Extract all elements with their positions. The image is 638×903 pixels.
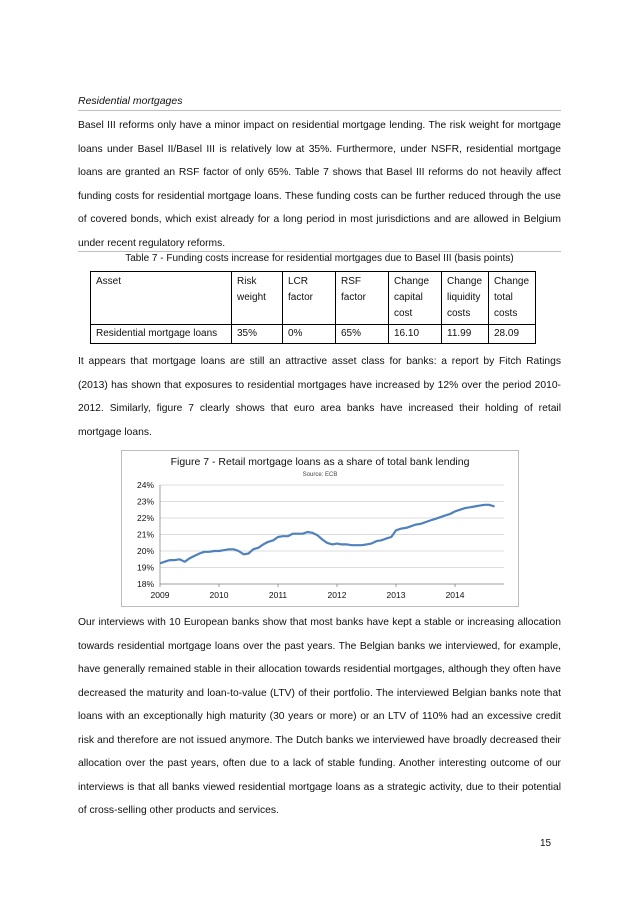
table-row: [91, 325, 536, 344]
table-header-cell: RSF factor: [336, 272, 389, 325]
y-tick-label: 18%: [136, 579, 154, 589]
table-cell: 16.10: [389, 325, 442, 344]
section-divider: [78, 110, 561, 111]
y-tick-label: 20%: [136, 546, 154, 556]
x-tick-label: 2012: [327, 590, 347, 600]
table-header-cell: Change liquidity costs: [442, 272, 489, 325]
table-header-cell: Change total costs: [489, 272, 536, 325]
table-header-cell: Risk weight: [232, 272, 283, 325]
table-header-row: [91, 272, 536, 325]
table-header-cell: LCR factor: [283, 272, 336, 325]
x-tick-label: 2010: [209, 590, 229, 600]
chart-subtitle: Source: ECB: [302, 472, 338, 478]
table-header-cell: Asset: [91, 272, 232, 325]
paragraph-basel-impact: Basel III reforms only have a minor impact on residential mortgage lending. The risk weight for mortgage loans under Basel II/Basel III is relatively low at 35%. Furthermore, under NSFR, residential mortgage loans are granted an RSF factor of only 65%. Table 7 shows that Basel III reforms do not heavily affect funding costs for residential mortgage loans. These funding costs can be further reduced through the use of covered bonds, which exist already for a long period in most jurisdictions and are allowed in Belgium under recent regulatory reforms.: [78, 120, 561, 249]
table-cell: 11.99: [442, 325, 489, 344]
caption-divider: [78, 251, 561, 252]
x-tick-label: 2011: [268, 590, 288, 600]
table-cell: 28.09: [489, 325, 536, 344]
y-tick-label: 23%: [136, 496, 154, 507]
y-tick-label: 21%: [136, 529, 154, 540]
y-tick-label: 24%: [136, 480, 154, 490]
table-caption: Table 7 - Funding costs increase for residential mortgages due to Basel III (basis points): [125, 253, 514, 264]
x-tick-label: 2009: [150, 590, 170, 600]
y-tick-label: 22%: [136, 513, 154, 523]
x-tick-label: 2013: [386, 590, 406, 600]
section-title: Residential mortgages: [78, 95, 183, 107]
x-tick-label: 2014: [445, 590, 465, 600]
table-header-cell: Change capital cost: [389, 272, 442, 325]
paragraph-fitch-report: It appears that mortgage loans are still an attractive asset class for banks: a report by Fitch Ratings (2013) has shown that exposures to residential mortgages have increased by 12% over the period 2010-2012. Similarly, figure 7 clearly shows that euro area banks have increased their holding of retail mortgage loans.: [78, 356, 561, 438]
chart-title: Figure 7 - Retail mortgage loans as a share of total bank lending: [170, 456, 470, 468]
paragraph-interviews: Our interviews with 10 European banks show that most banks have kept a stable or increasing allocation towards residential mortgage loans over the past years. The Belgian banks we interviewed, for example, have generally remained stable in their allocation towards residential mortgages, although they often have decreased the maturity and loan-to-value (LTV) of their portfolio. The interviewed Belgian banks note that loans with an exceptionally high maturity (30 years or more) or an LTV of 110% had an excessive credit risk and therefore are not issued anymore. The Dutch banks we interviewed have broadly decreased their allocation over the past years, often due to a lack of stable funding. Another interesting outcome of our interviews is that all banks viewed residential mortgage loans as a strategic activity, due to their potential of cross-selling other products and services.: [78, 617, 561, 816]
series-line: [160, 505, 495, 564]
page-number: 15: [540, 838, 552, 849]
table-cell: 0%: [283, 325, 336, 344]
table-cell: 65%: [336, 325, 389, 344]
funding-costs-table: [90, 271, 536, 344]
table-cell: 35%: [232, 325, 283, 344]
chart-canvas: [122, 451, 518, 606]
figure-7-chart: [121, 450, 519, 607]
y-tick-label: 19%: [136, 562, 154, 573]
table-cell: Residential mortgage loans: [91, 325, 232, 344]
